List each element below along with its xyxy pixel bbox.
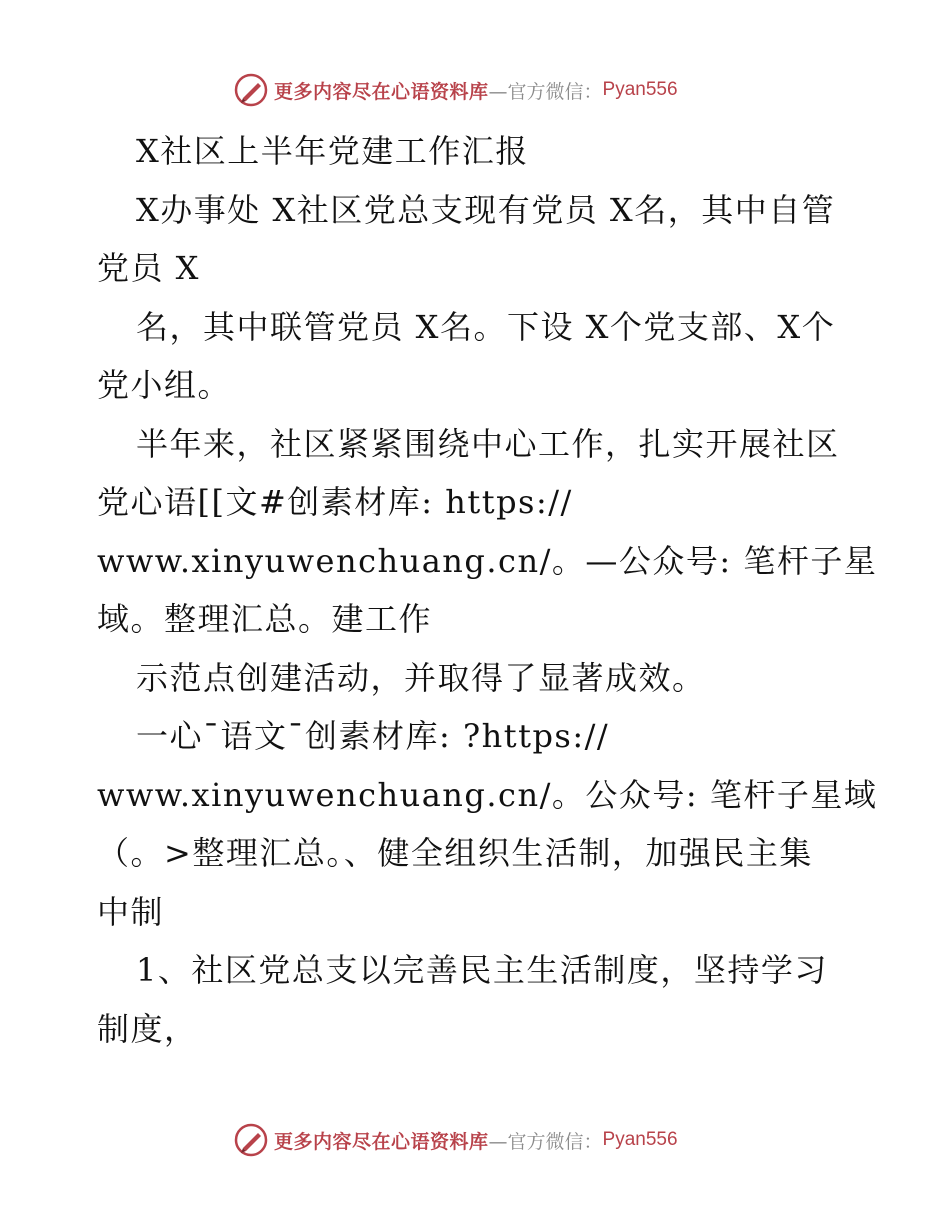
text-line: 名，其中联管党员 X名。下设 X个党支部、X个 (136, 307, 836, 346)
header-wechat-id: Pyan556 (602, 79, 678, 100)
footer-site-name: 更多内容尽在心语资料库 (274, 1130, 489, 1153)
header-separator: —官方微信： (488, 80, 603, 103)
text-line: 制度， (97, 1009, 198, 1048)
text-line: www.xinyuwenchuang.cn/。公众号: 笔杆子星域 (97, 775, 878, 814)
footer-wechat-id: Pyan556 (602, 1129, 678, 1150)
text-line: X办事处 X社区党总支现有党员 X名，其中自管 (136, 190, 836, 229)
text-line: www.xinyuwenchuang.cn/。—公众号: 笔杆子星 (97, 541, 878, 580)
text-line: 域。整理汇总。建工作 (97, 600, 433, 638)
footer-watermark (234, 1122, 678, 1158)
text-line: 党小组。 (97, 366, 232, 404)
text-line: 1、社区党总支以完善民主生活制度，坚持学习 (136, 951, 828, 989)
text-line: （。>整理汇总。、健全组织生活制，加强民主集 (97, 834, 813, 872)
header-site-name: 更多内容尽在心语资料库 (274, 80, 489, 103)
text-line: 党员 X (97, 249, 200, 287)
text-line: 示范点创建活动，并取得了显著成效。 (136, 658, 706, 697)
text-line: 党心语[[文#创素材库: https:// (97, 483, 573, 521)
footer-separator: —官方微信： (488, 1130, 603, 1153)
text-line: 中制 (97, 892, 165, 931)
header-watermark (234, 72, 678, 108)
text-line: X社区上半年党建工作汇报 (136, 132, 529, 170)
pen-logo-icon (234, 1123, 268, 1157)
pen-logo-icon (234, 73, 268, 107)
text-line: 一心¯语文¯创素材库: ?https:// (136, 717, 610, 755)
document-body (97, 122, 878, 1058)
text-line: 半年来，社区紧紧围绕中心工作，扎实开展社区 (136, 424, 840, 463)
